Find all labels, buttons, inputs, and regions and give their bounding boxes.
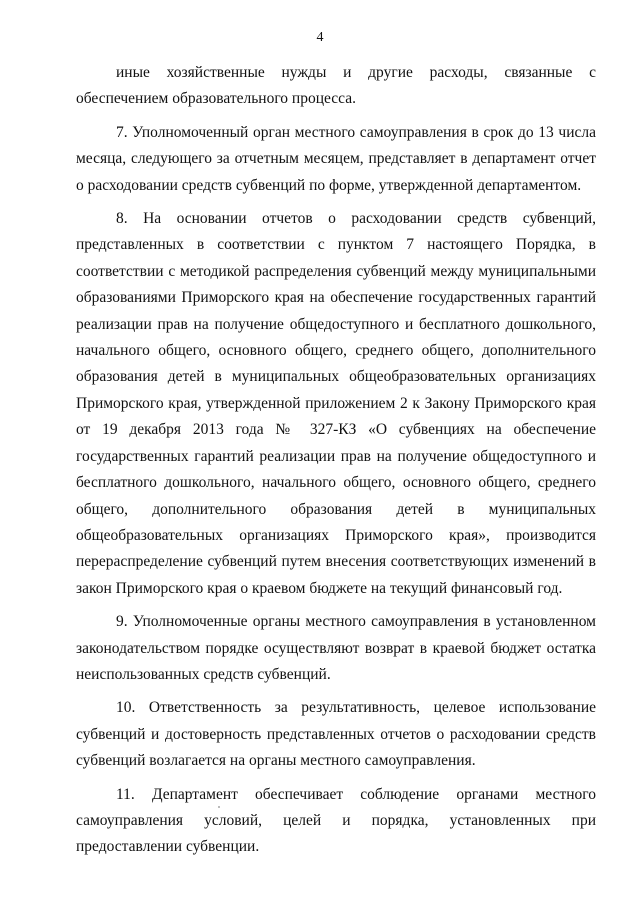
page-number: 4: [316, 30, 324, 45]
paragraph-continuation: иные хозяйственные нужды и другие расходы, связанные с обеспечением образовательного процесса.: [76, 64, 596, 108]
paragraph-8: 8. На основании отчетов о расходовании средств субвенций, представленных в соответствии с пунктом 7 настоящего Порядка, в соответствии с методикой распределения субвенций между муниципальными образованиями Приморского края на обеспечение государственных гарантий реализации прав на получение общедоступного и бесплатного дошкольного, начального общего, основного общего, среднего общего, дополнительного образования детей в муниципальных общеобразовательных организациях Приморского края, утвержденной приложением 2 к Закону Приморского края от 19 декабря 2013 года № 327-КЗ «О субвенциях на обеспечение государственных гарантий реализации прав на получение общедоступного и бесплатного дошкольного, начального общего, основного общего, среднего общего, дополнительного образования детей в муниципальных общеобразовательных организациях Приморского края», производится перераспределение субвенций путем внесения соответствующих изменений в закон Приморского края о краевом бюджете на текущий финансовый год.: [76, 210, 596, 597]
paragraph-7: 7. Уполномоченный орган местного самоуправления в срок до 13 числа месяца, следующего за отчетным месяцем, представляет в департамент отчет о расходовании средств субвенций по форме, утвержденной департаментом.: [76, 123, 596, 194]
paragraph-10: 10. Ответственность за результативность, целевое использование субвенций и достоверность представленных отчетов о расходовании средств субвенций возлагается на органы местного самоуправления.: [76, 699, 596, 770]
document-body: [76, 60, 596, 861]
paragraph-11: 11. Департамент обеспечивает соблюдение органами местного самоуправления условий, целей и порядка, установленных при предоставлении субвенции.: [76, 785, 596, 856]
scan-speck: [218, 806, 220, 808]
paragraph-9: 9. Уполномоченные органы местного самоуправления в установленном законодательством порядке осуществляют возврат в краевой бюджет остатка неиспользованных средств субвенций.: [76, 613, 596, 683]
